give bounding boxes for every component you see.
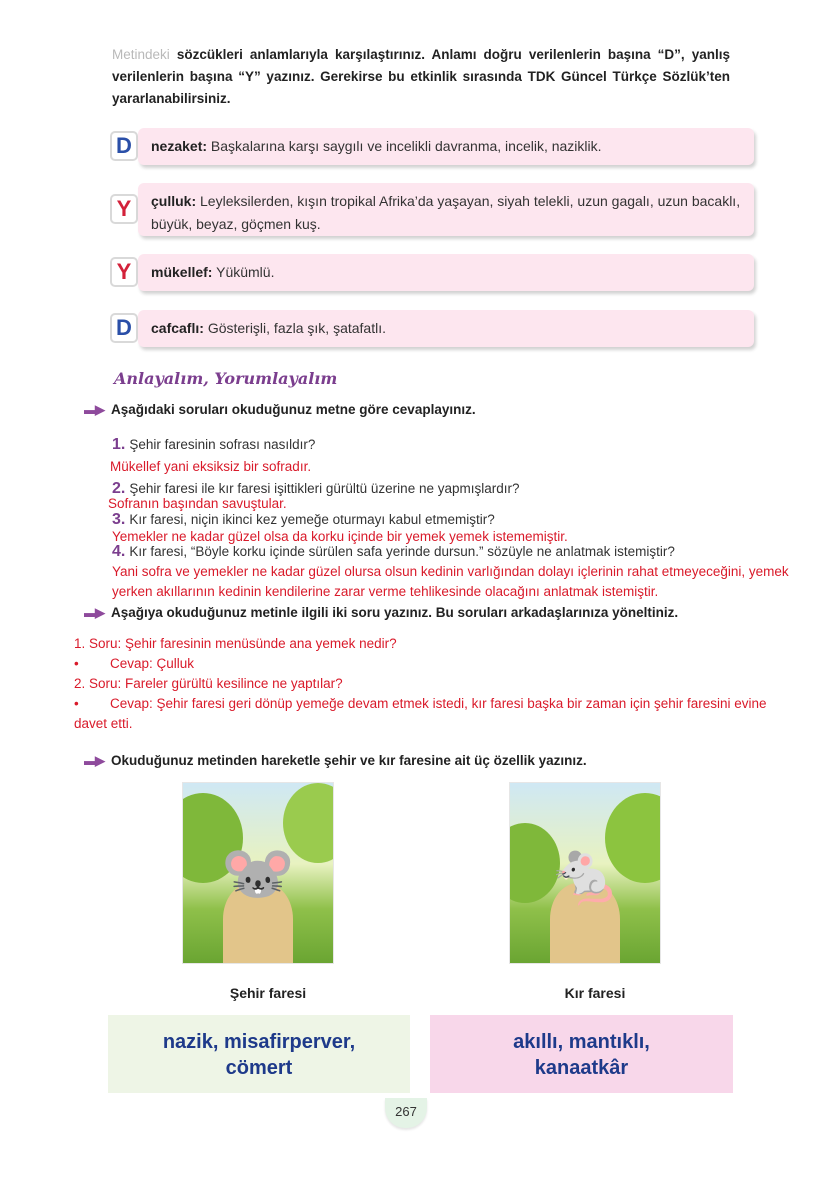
instruction-1-text: Aşağıdaki soruları okuduğunuz metne göre cevaplayınız.: [111, 402, 476, 417]
arrow-icon: ▬▶: [84, 753, 103, 768]
instruction-2-text: Aşağıya okuduğunuz metinle ilgili iki soru yazınız. Bu soruları arkadaşlarınıza yöneltiniz.: [111, 605, 679, 620]
question-number: 2.: [112, 480, 126, 497]
question-number: 1.: [112, 436, 126, 453]
arrow-icon: ▬▶: [84, 605, 103, 620]
definition-box-1: [138, 128, 754, 165]
answer-3: Yemekler ne kadar güzel olsa da korku içinde bir yemek yemek istememiştir.: [112, 529, 568, 544]
definition-word: cafcaflı:: [151, 320, 204, 336]
city-mouse-traits: [108, 1015, 410, 1093]
question-4: [112, 543, 675, 561]
instruction-3-text: Okuduğunuz metinden hareketle şehir ve kır faresine ait üç özellik yazınız.: [111, 753, 587, 768]
definition-meaning: Yükümlü.: [216, 264, 275, 280]
definition-box-2: [138, 183, 754, 236]
bullet: •: [74, 656, 79, 671]
city-mouse-caption: Şehir faresi: [229, 985, 307, 1001]
definition-word: çulluk:: [151, 193, 197, 209]
country-mouse-icon: 🐁: [547, 839, 623, 907]
written-questions: [74, 634, 794, 734]
answer-mark-4: D: [110, 313, 138, 343]
written-answer-1: [74, 654, 794, 674]
definition-word: nezaket:: [151, 138, 208, 154]
city-traits-line-2: cömert: [225, 1057, 293, 1079]
country-mouse-illustration: [509, 782, 661, 964]
answer-mark-3: Y: [110, 257, 138, 287]
definition-meaning: Gösterişli, fazla şık, şatafatlı.: [207, 320, 386, 336]
country-mouse-caption: Kır faresi: [564, 985, 626, 1001]
bullet: •: [74, 696, 79, 711]
question-text: Kır faresi, niçin ikinci kez yemeğe oturmayı kabul etmemiştir?: [129, 512, 495, 527]
written-answer-2: [74, 694, 794, 734]
definition-meaning: Başkalarına karşı saygılı ve incelikli davranma, incelik, naziklik.: [210, 138, 602, 154]
arrow-icon: ▬▶: [84, 402, 103, 417]
written-answer-1-text: Cevap: Çulluk: [110, 656, 195, 671]
written-answer-2-text: Cevap: Şehir faresi geri dönüp yemeğe devam etmek istedi, kır faresi başka bir zaman için şehir faresini evine davet etti.: [74, 696, 767, 731]
section-title: Anlayalım, Yorumlayalım: [114, 369, 338, 388]
city-traits-line-1: nazik, misafirperver,: [162, 1031, 356, 1053]
answer-1: Mükellef yani eksiksiz bir sofradır.: [110, 459, 312, 474]
question-text: Kır faresi, “Böyle korku içinde sürülen safa yerinde dursun.” sözüyle ne anlatmak istemiştir?: [129, 544, 675, 559]
city-mouse-illustration: [182, 782, 334, 964]
question-text: Şehir faresi ile kır faresi işittikleri gürültü üzerine ne yapmışlardır?: [129, 481, 520, 496]
answer-mark-1: D: [110, 131, 138, 161]
definition-meaning: Leyleksilerden, kışın tropikal Afrika’da yaşayan, siyah telekli, uzun gagalı, uzun bacaklı, büyük, beyaz, göçmen kuş.: [151, 193, 741, 232]
definition-word: mükellef:: [151, 264, 213, 280]
answer-4: Yani sofra ve yemekler ne kadar güzel olursa olsun kedinin varlığından dolayı içlerinin rahat etmeyeceğini, yemek yerken akıllarının kedinin kendilerine zarar verme tehlikesinde olacağını anlatmak istemiştir.: [112, 564, 789, 599]
definition-box-4: [138, 310, 754, 347]
intro-faded-word: Metindeki: [112, 47, 170, 62]
question-text: Şehir faresinin sofrası nasıldır?: [129, 437, 316, 452]
city-mouse-icon: 🐭: [220, 839, 296, 907]
instruction-2: [84, 605, 678, 621]
answer-2: Sofranın başından savuştular.: [108, 496, 287, 511]
question-number: 3.: [112, 511, 126, 528]
definition-box-3: [138, 254, 754, 291]
question-number: 4.: [112, 543, 126, 560]
country-traits-line-2: kanaatkâr: [534, 1057, 629, 1079]
instruction-3: [84, 753, 587, 769]
instruction-1: [84, 402, 476, 418]
written-question-2: 2. Soru: Fareler gürültü kesilince ne yaptılar?: [74, 676, 343, 691]
page-number: 267: [385, 1098, 427, 1128]
intro-text: sözcükleri anlamlarıyla karşılaştırınız. Anlamı doğru verilenlerin başına “D”, yanlış verilenlerin başına “Y” yazınız. Gerekirse bu etkinlik sırasında TDK Güncel Türkçe Sözlük’ten yararlanabilirsiniz.: [112, 47, 730, 106]
intro-paragraph: [112, 44, 730, 110]
written-question-1: 1. Soru: Şehir faresinin menüsünde ana yemek nedir?: [74, 636, 397, 651]
country-traits-line-1: akıllı, mantıklı,: [513, 1031, 650, 1053]
country-mouse-traits: [430, 1015, 733, 1093]
question-1: [112, 436, 315, 454]
answer-mark-2: Y: [110, 194, 138, 224]
